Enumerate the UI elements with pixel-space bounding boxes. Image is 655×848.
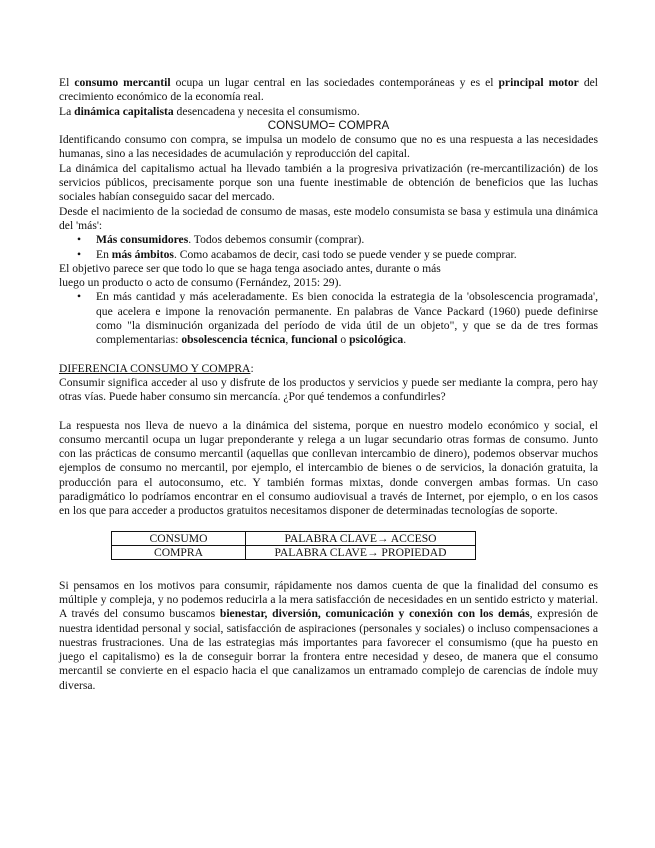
paragraph-dinamica-mas: Desde el nacimiento de la sociedad de consumo de masas, este modelo consumista se basa y estimula una dinámica del 'más': [59,204,598,232]
text: Si pensamos en los motivos para consumir, rápidamente nos damos cuenta de que la finalidad del consumo es múltiple y compleja, y no podemos reducirla a la mera satisfacción de necesidades en un sentido estricto y material. A través del consumo buscamos [59,578,598,621]
underlined-heading: DIFERENCIA CONSUMO Y COMPRA [59,361,251,375]
paragraph-respuesta: La respuesta nos lleva de nuevo a la dinámica del sistema, porque en nuestro modelo económico y social, el consumo mercantil ocupa un lugar preponderante y relega a un lugar secundario otras formas de consumo. Junto con las prácticas de consumo mercantil (aquellas que conllevan intercambio de dinero), podemos observar muchos ejemplos de consumo no mercantil, por ejemplo, el intercambio de bienes o de servicios, la donación gratuita, la producción para el autoconsumo, etc. Y también formas mixtas, donde convergen ambas formas. Un caso paradigmático lo podríamos encontrar en el consumo audiovisual a través de Internet, por ejemplo, o en los casos en los que para acceder a productos gratuitos necesitamos disponer de determinadas tecnologías de soporte. [59,418,598,518]
table-cell-key: PALABRA CLAVE→ ACCESO [246,531,476,545]
section-heading: CONSUMO= COMPRA [267,118,390,132]
paragraph-motivos [59,579,598,693]
paragraph-consumo-compra: Identificando consumo con compra, se impulsa un modelo de consumo que no es una respuesta a las necesidades humanas, sino a las necesidades de acumulación y reproducción del capital. [59,133,598,161]
paragraph-consumir-significa: Consumir significa acceder al uso y disfrute de los productos y servicios y puede ser mediante la compra, pero hay otras vías. Puede haber consumo sin mercancía. ¿Por qué tendemos a confundirles? [59,375,598,404]
text: . Todos debemos consumir (comprar). [188,233,365,247]
table-row [112,531,476,545]
table-row [112,545,476,559]
bold-text: bienestar, diversión, comunicación y conexión con los demás [219,607,530,621]
paragraph-dinamica [59,105,598,119]
list-item [96,248,598,262]
document-body [59,76,598,693]
paragraph-privatizacion: La dinámica del capitalismo actual ha llevado también a la progresiva privatización (re-mercantilización) de los servicios públicos, precisamente porque son una fuente inestimable de obtención de beneficios que las luchas sociales habían conseguido sacar del mercado. [59,161,598,204]
text: ocupa un lugar central en las sociedades contemporáneas y es el [170,76,499,89]
text: , [285,333,292,347]
table-cell-term: CONSUMO [112,531,246,545]
text: En más cantidad y más aceleradamente. Es bien conocida la estrategia de la 'obsolescencia programada', que acelera e impone la renovación permanente. En palabras de Vance Packard (1960) puede definirse como "la disminución organizada del período de vida útil de un objeto", y que se da de tres formas complementarias: [96,290,598,347]
text: , expresión de nuestra identidad personal y social, satisfacción de aspiraciones (personales y sociales) o incluso compensaciones a nuestras frustraciones. Una de las estrategias más importantes para favorecer el consumismo (que ha puesto en juego el capitalismo) es la de conseguir borrar la frontera entre necesidad y deseo, de manera que el consumo mercantil se convierte en el espacio hacia el que canalizamos un entramado complejo de carencias de índole muy diversa. [59,607,598,692]
text: del crecimiento económico de la economía real. [59,76,599,104]
bold-text: consumo mercantil [74,76,171,89]
text: La [59,104,75,118]
keyword-table [111,531,476,560]
subsection-heading [59,362,598,376]
text: : [250,361,254,375]
text: o [337,333,350,347]
text: En [96,247,112,261]
paragraph-objetivo-line2: luego un producto o acto de consumo (Fernández, 2015: 29). [59,276,342,290]
text: desencadena y necesita el consumismo. [173,104,360,118]
bold-text: dinámica capitalista [74,104,174,118]
paragraph-intro [59,76,598,105]
list-item [96,290,598,347]
text: . Como acabamos de decir, casi todo se puede vender y se puede comprar. [173,247,517,261]
table-cell-term: COMPRA [112,545,246,559]
bold-text: principal motor [498,76,579,89]
bold-text: más ámbitos [111,247,174,261]
list-item [96,233,598,247]
bold-text: Más consumidores [96,233,189,247]
bold-text: funcional [291,333,338,347]
bold-text: obsolescencia técnica [181,333,286,347]
bullet-list [59,233,598,262]
table-cell-key: PALABRA CLAVE→ PROPIEDAD [246,545,476,559]
text: El [59,76,75,89]
bold-text: psicológica [349,333,404,347]
bullet-list [59,290,598,347]
text: . [403,333,407,347]
paragraph-objetivo-line1: El objetivo parece ser que todo lo que se haga tenga asociado antes, durante o más [59,261,441,275]
